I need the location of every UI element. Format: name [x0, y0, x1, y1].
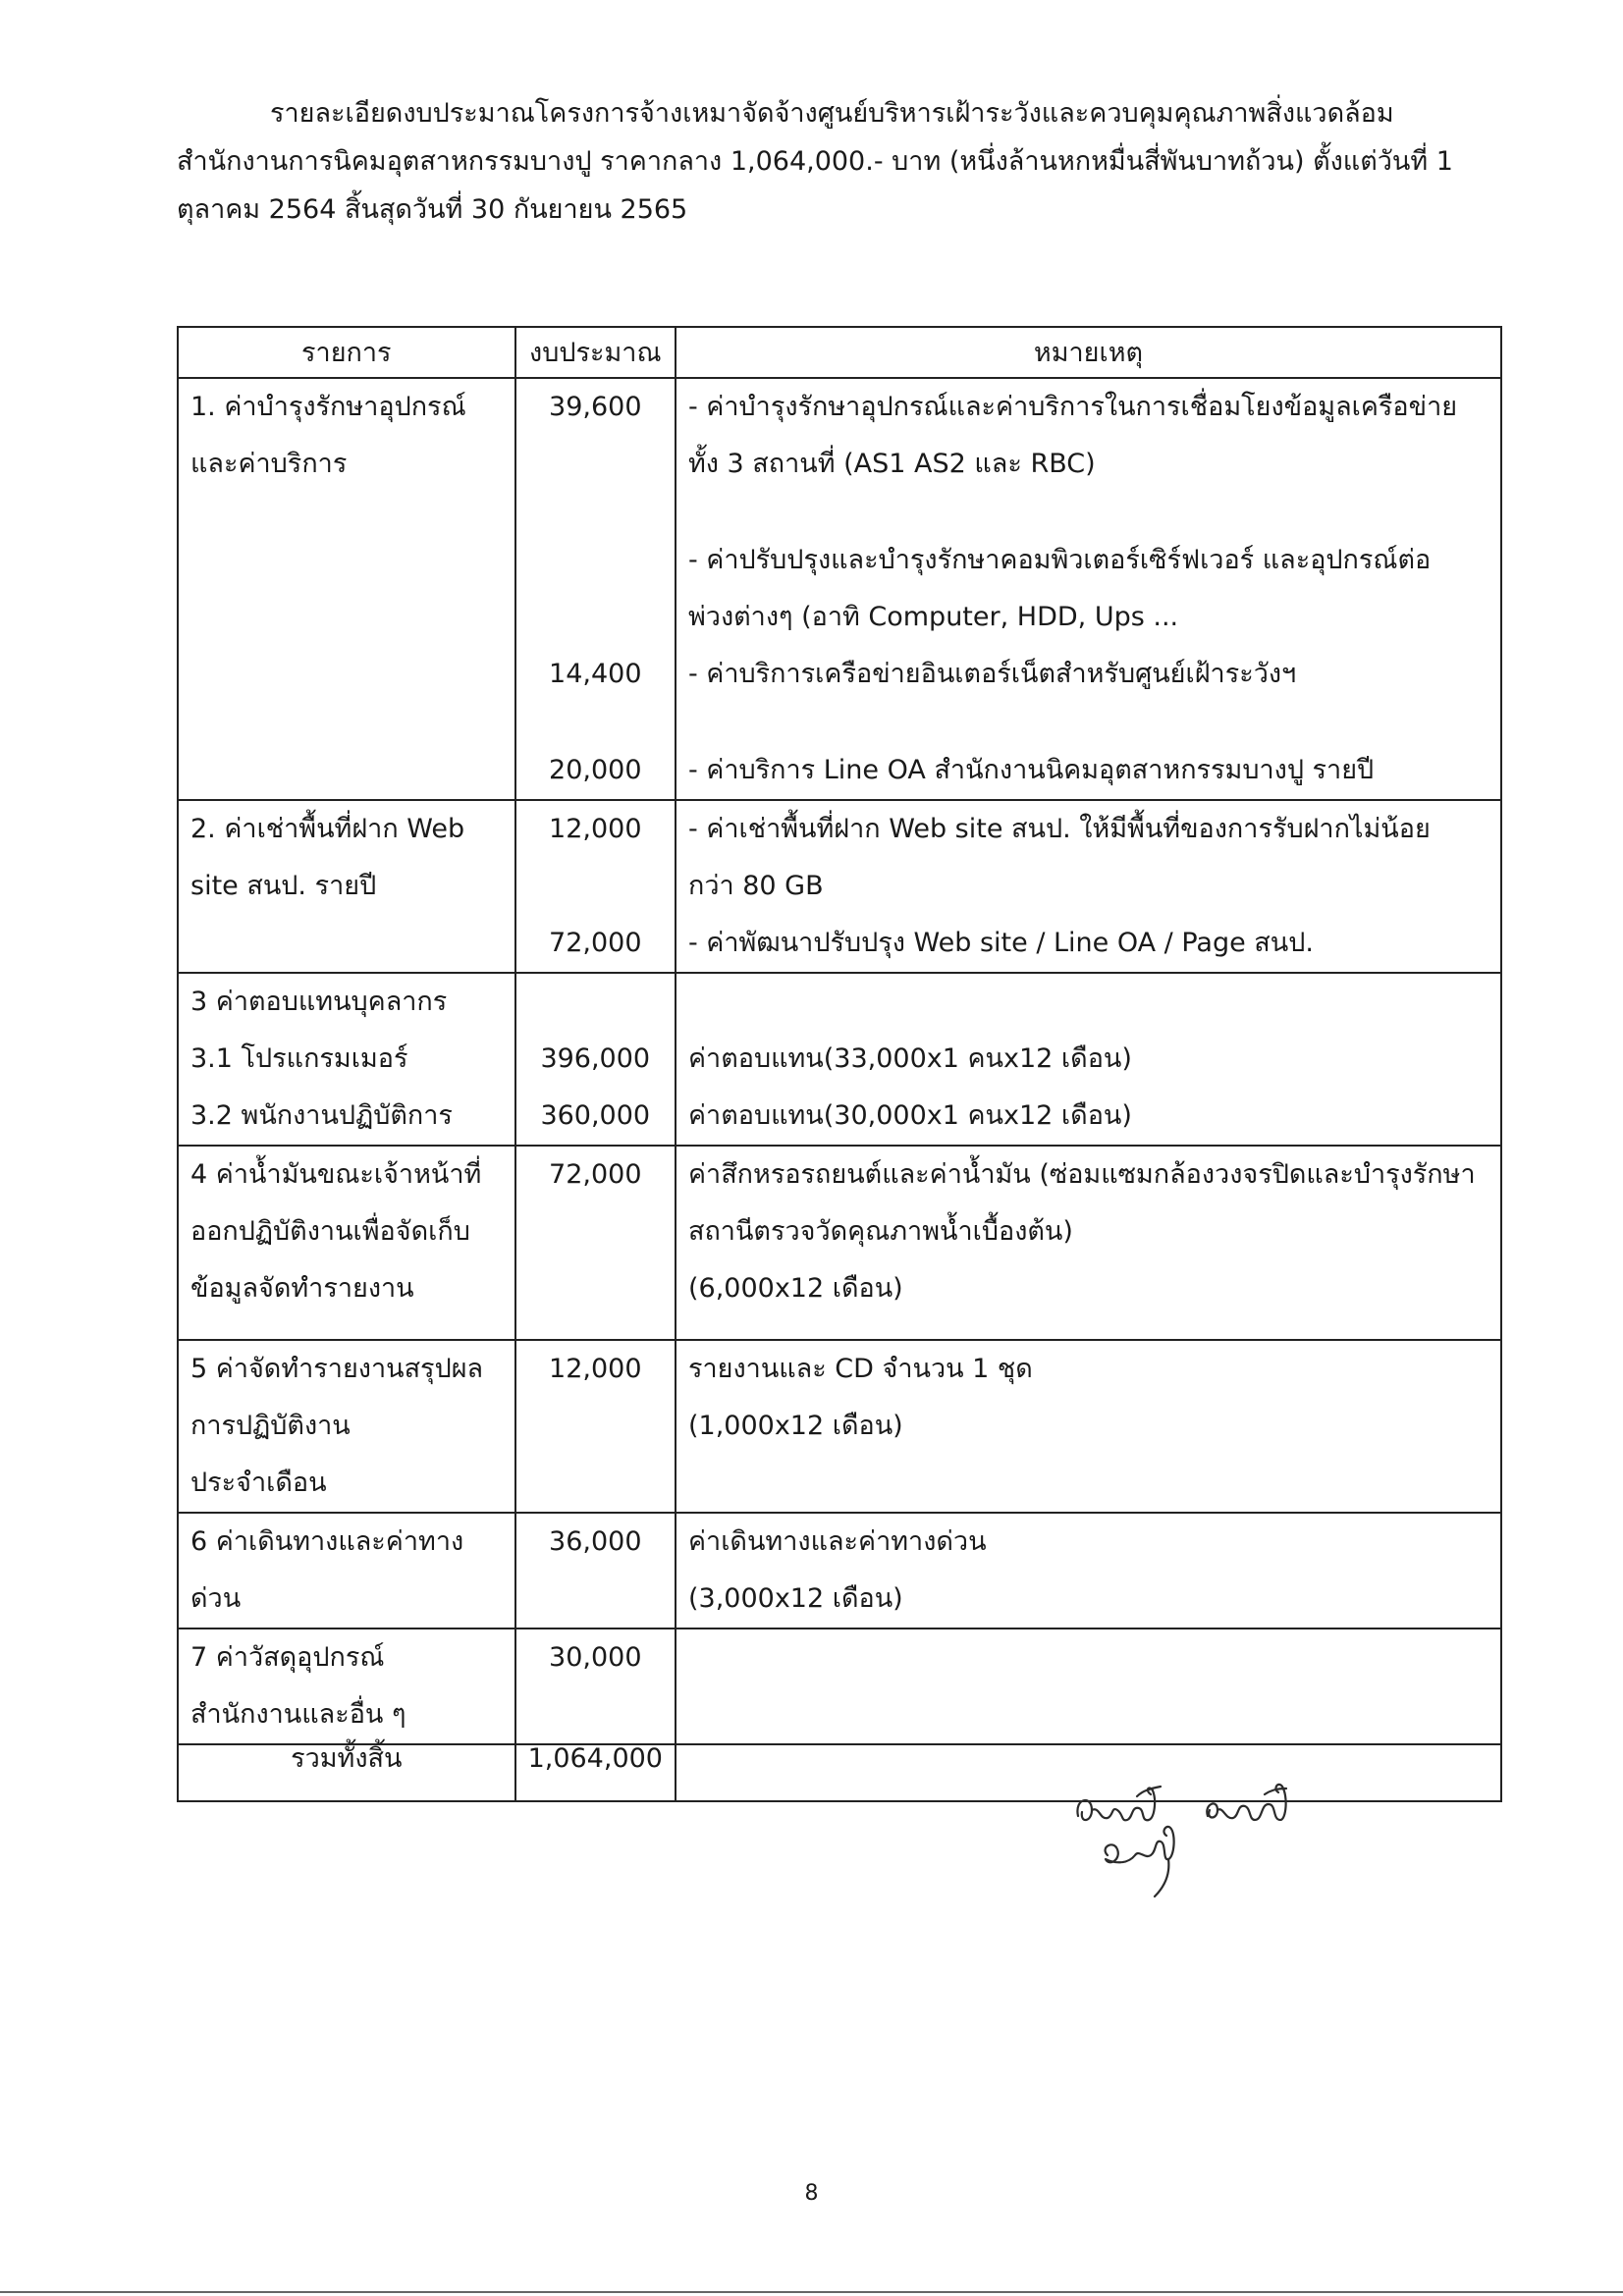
table-row [178, 1513, 1501, 1629]
header-budget: งบประมาณ [515, 327, 676, 378]
note-line: รายงานและ CD จำนวน 1 ชุด [687, 1354, 1033, 1384]
intro-line-2: สำนักงานการนิคมอุตสาหกรรมบางปู ราคากลาง 1,064,000.- บาท (หนึ่งล้านหกหมื่นสี่พันบาทถ้วน) ตั้งแต่วันที่ 1 [177, 146, 1453, 178]
note-line: ค่าสึกหรอรถยนต์และค่าน้ำมัน (ซ่อมแซมกล้องวงจรปิดและบำรุงรักษา [687, 1159, 1476, 1190]
amount-value: 39,600 [549, 392, 642, 422]
item-line: 6 ค่าเดินทางและค่าทาง [190, 1526, 464, 1557]
note-line: สถานีตรวจวัดคุณภาพน้ำเบื้องต้น) [687, 1216, 1073, 1247]
row-notes-cell [676, 1340, 1501, 1513]
row-item-cell [178, 973, 515, 1146]
item-line: 4 ค่าน้ำมันขณะเจ้าหน้าที่ [190, 1159, 482, 1190]
note-line: - ค่าบริการ Line OA สำนักงานนิคมอุตสาหกรรมบางปู รายปี [687, 755, 1375, 785]
note-line: - ค่าบริการเครือข่ายอินเตอร์เน็ตสำหรับศูนย์เฝ้าระวังฯ [687, 659, 1297, 689]
row-notes-cell [676, 973, 1501, 1146]
bottom-edge-line [0, 2291, 1623, 2293]
note-line: พ่วงต่างๆ (อาทิ Computer, HDD, Ups ... [687, 602, 1179, 632]
amount-value: 72,000 [549, 1159, 642, 1190]
item-line: 5 ค่าจัดทำรายงานสรุปผล [190, 1354, 484, 1384]
total-amount: 1,064,000 [515, 1744, 676, 1801]
amount-value: 396,000 [540, 1043, 651, 1074]
header-remarks: หมายเหตุ [676, 327, 1501, 378]
row-amount-cell [515, 1340, 676, 1513]
total-label: รวมทั้งสิ้น [178, 1744, 515, 1801]
note-line: ทั้ง 3 สถานที่ (AS1 AS2 และ RBC) [687, 449, 1096, 479]
table-row [178, 1146, 1501, 1340]
row-amount-cell [515, 973, 676, 1146]
intro-line-1: รายละเอียดงบประมาณโครงการจ้างเหมาจัดจ้างศูนย์บริหารเฝ้าระวังและควบคุมคุณภาพสิ่งแวดล้อม [270, 98, 1394, 129]
amount-value: 72,000 [549, 928, 642, 958]
table-row [178, 800, 1501, 973]
intro-paragraph [177, 94, 1512, 239]
item-line: 3.1 โปรแกรมเมอร์ [190, 1043, 408, 1074]
note-line: - ค่าพัฒนาปรับปรุง Web site / Line OA / Page สนป. [687, 928, 1314, 958]
amount-value: 36,000 [549, 1526, 642, 1557]
table-row [178, 1340, 1501, 1513]
item-line: ออกปฏิบัติงานเพื่อจัดเก็บ [190, 1216, 470, 1247]
row-item-cell [178, 378, 515, 800]
item-line: 7 ค่าวัสดุอุปกรณ์ [190, 1642, 385, 1673]
item-line: 2. ค่าเช่าพื้นที่ฝาก Web [190, 814, 465, 844]
note-line: - ค่าปรับปรุงและบำรุงรักษาคอมพิวเตอร์เซิร์ฟเวอร์ และอุปกรณ์ต่อ [687, 545, 1432, 575]
row-item-cell [178, 800, 515, 973]
note-line: (3,000x12 เดือน) [687, 1583, 903, 1614]
row-notes-cell [676, 378, 1501, 800]
row-amount-cell [515, 378, 676, 800]
row-notes-cell [676, 1629, 1501, 1744]
row-amount-cell [515, 1146, 676, 1340]
row-item-cell [178, 1340, 515, 1513]
item-line: ข้อมูลจัดทำรายงาน [190, 1273, 414, 1304]
note-line: ค่าตอบแทน(30,000x1 คนx12 เดือน) [687, 1100, 1132, 1131]
note-line: ค่าเดินทางและค่าทางด่วน [687, 1526, 987, 1557]
amount-value: 12,000 [549, 814, 642, 844]
item-line: การปฏิบัติงาน [190, 1411, 351, 1441]
intro-line-3: ตุลาคม 2564 สิ้นสุดวันที่ 30 กันยายน 2565 [177, 194, 688, 226]
item-line: site สนป. รายปี [190, 871, 377, 901]
row-item-cell [178, 1513, 515, 1629]
amount-value: 12,000 [549, 1354, 642, 1384]
item-line: 1. ค่าบำรุงรักษาอุปกรณ์ [190, 392, 466, 422]
row-item-cell [178, 1146, 515, 1340]
row-amount-cell [515, 800, 676, 973]
row-notes-cell [676, 1513, 1501, 1629]
amount-value: 14,400 [549, 659, 642, 689]
row-amount-cell [515, 1629, 676, 1744]
item-line: และค่าบริการ [190, 449, 348, 479]
item-line: ประจำเดือน [190, 1468, 327, 1498]
note-line: กว่า 80 GB [687, 871, 824, 901]
item-line: ด่วน [190, 1583, 242, 1614]
row-notes-cell [676, 1146, 1501, 1340]
page-number: 8 [804, 2181, 819, 2206]
row-amount-cell [515, 1513, 676, 1629]
table-row [178, 973, 1501, 1146]
row-item-cell [178, 1629, 515, 1744]
item-line: 3 ค่าตอบแทนบุคลากร [190, 987, 448, 1017]
note-line: - ค่าบำรุงรักษาอุปกรณ์และค่าบริการในการเชื่อมโยงข้อมูลเครือข่าย [687, 392, 1458, 422]
note-line: - ค่าเช่าพื้นที่ฝาก Web site สนป. ให้มีพื้นที่ของการรับฝากไม่น้อย [687, 814, 1431, 844]
amount-value: 360,000 [540, 1100, 651, 1131]
table-header-row [178, 327, 1501, 378]
item-line: 3.2 พนักงานปฏิบัติการ [190, 1100, 453, 1131]
item-line: สำนักงานและอื่น ๆ [190, 1699, 406, 1730]
amount-value: 20,000 [549, 755, 642, 785]
amount-value: 30,000 [549, 1642, 642, 1673]
note-line: (1,000x12 เดือน) [687, 1411, 903, 1441]
note-line: (6,000x12 เดือน) [687, 1273, 903, 1304]
header-item: รายการ [178, 327, 515, 378]
budget-table [177, 326, 1502, 1802]
note-line: ค่าตอบแทน(33,000x1 คนx12 เดือน) [687, 1043, 1132, 1074]
row-notes-cell [676, 800, 1501, 973]
table-row [178, 378, 1501, 800]
table-row [178, 1629, 1501, 1744]
